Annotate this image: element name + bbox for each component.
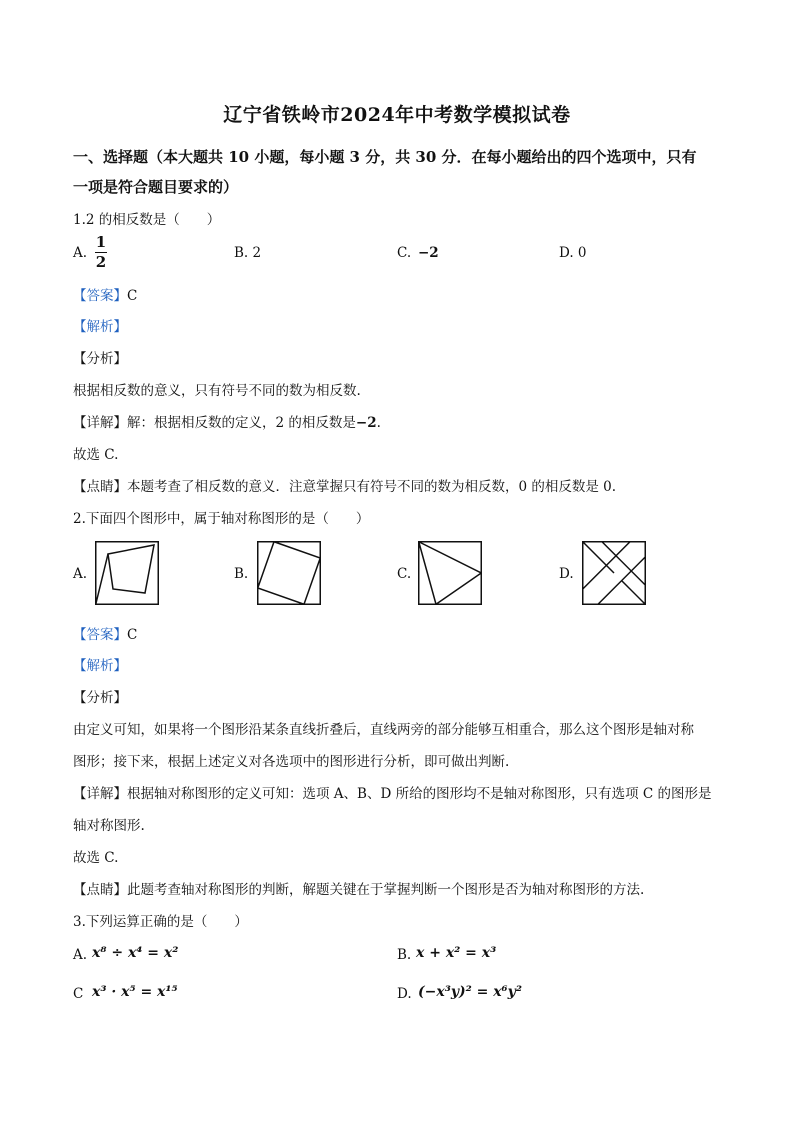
q2-fenxi-line2: 图形；接下来，根据上述定义对各选项中的图形进行分析，即可做出判断.	[73, 754, 510, 770]
question-1-stem: 1.2 的相反数是（ ）	[73, 212, 221, 228]
answer-value: C	[127, 288, 138, 304]
q2-dianjing	[73, 878, 644, 898]
q1-option-a-label: A.	[73, 245, 88, 261]
q1-option-d: D. 0	[559, 245, 587, 261]
question-2-stem: 2.下面四个图形中，属于轴对称图形的是（ ）	[73, 511, 370, 527]
page-title: 辽宁省铁岭市2024年中考数学模拟试卷	[223, 104, 571, 126]
q3-option-a-label: A.	[73, 947, 88, 963]
xiangjie-value: −2	[355, 415, 377, 431]
q1-option-c-value: −2	[418, 245, 439, 261]
q2-guxuan: 故选 C.	[73, 850, 119, 866]
q1-dianjing	[73, 475, 616, 495]
q1-jiexi-tag: 【解析】	[73, 319, 127, 335]
q2-figure-c	[418, 541, 482, 605]
q3-option-c-expr: x³ · x⁵ = x¹⁵	[92, 984, 178, 1000]
dianjing-tag: 【点睛】	[73, 882, 127, 898]
q1-fenxi-tag: 【分析】	[73, 351, 127, 367]
section-heading-line1: 一、选择题（本大题共 10 小题，每小题 3 分，共 30 分．在每小题给出的四个选项中，只有	[73, 148, 697, 166]
q1-xiangjie	[73, 411, 381, 431]
q2-figure-a	[95, 541, 159, 605]
dianjing-text: 此题考查轴对称图形的判断，解题关键在于掌握判断一个图形是否为轴对称图形的方法.	[127, 882, 645, 898]
q1-guxuan: 故选 C.	[73, 447, 119, 463]
fraction-denominator: 2	[95, 253, 107, 271]
q2-fenxi-line1: 由定义可知，如果将一个图形沿某条直线折叠后，直线两旁的部分能够互相重合，那么这个图形是轴对称	[73, 722, 694, 738]
answer-tag: 【答案】	[73, 288, 127, 304]
xiangjie-end: .	[376, 415, 381, 431]
q2-answer	[73, 623, 137, 643]
xiangjie-text: 解：根据相反数的定义，2 的相反数是	[127, 415, 356, 431]
xiangjie-text: 根据轴对称图形的定义可知：选项 A、B、D 所给的图形均不是轴对称图形，只有选项 C 的图形是	[127, 786, 712, 802]
section-heading-line2: 一项是符合题目要求的）	[73, 178, 239, 196]
q3-option-d-label: D.	[397, 986, 412, 1002]
answer-tag: 【答案】	[73, 627, 127, 643]
q2-figure-d	[582, 541, 646, 605]
q2-option-d-label: D.	[559, 566, 574, 582]
q2-xiangjie-line2: 轴对称图形.	[73, 818, 145, 834]
q2-fenxi-tag: 【分析】	[73, 690, 127, 706]
dianjing-text: 本题考查了相反数的意义．注意掌握只有符号不同的数为相反数，0 的相反数是 0.	[127, 479, 617, 495]
q3-option-b-label: B.	[397, 947, 412, 963]
q1-option-c-label: C.	[397, 245, 412, 261]
q2-option-a-label: A.	[73, 566, 88, 582]
answer-value: C	[127, 627, 138, 643]
question-3-stem: 3.下列运算正确的是（ ）	[73, 914, 248, 930]
q2-option-b-label: B.	[234, 566, 249, 582]
q2-jiexi-tag: 【解析】	[73, 658, 127, 674]
q3-option-b-expr: x + x² = x³	[416, 945, 497, 961]
q2-option-c-label: C.	[397, 566, 412, 582]
dianjing-tag: 【点睛】	[73, 479, 127, 495]
q1-answer	[73, 284, 137, 304]
q2-figure-b	[257, 541, 321, 605]
q3-option-a-expr: x⁸ ÷ x⁴ = x²	[92, 945, 179, 961]
xiangjie-tag: 【详解】	[73, 786, 127, 802]
q1-option-b: B. 2	[234, 245, 262, 261]
q3-option-d-expr: (−x³y)² = x⁶y²	[418, 984, 522, 1000]
q3-option-c-label: C	[73, 986, 84, 1002]
fraction-numerator: 1	[95, 233, 107, 251]
q2-xiangjie-line1	[73, 782, 712, 802]
xiangjie-tag: 【详解】	[73, 415, 127, 431]
q1-option-a-fraction	[95, 234, 107, 271]
q1-fenxi-text: 根据相反数的意义，只有符号不同的数为相反数.	[73, 383, 361, 399]
